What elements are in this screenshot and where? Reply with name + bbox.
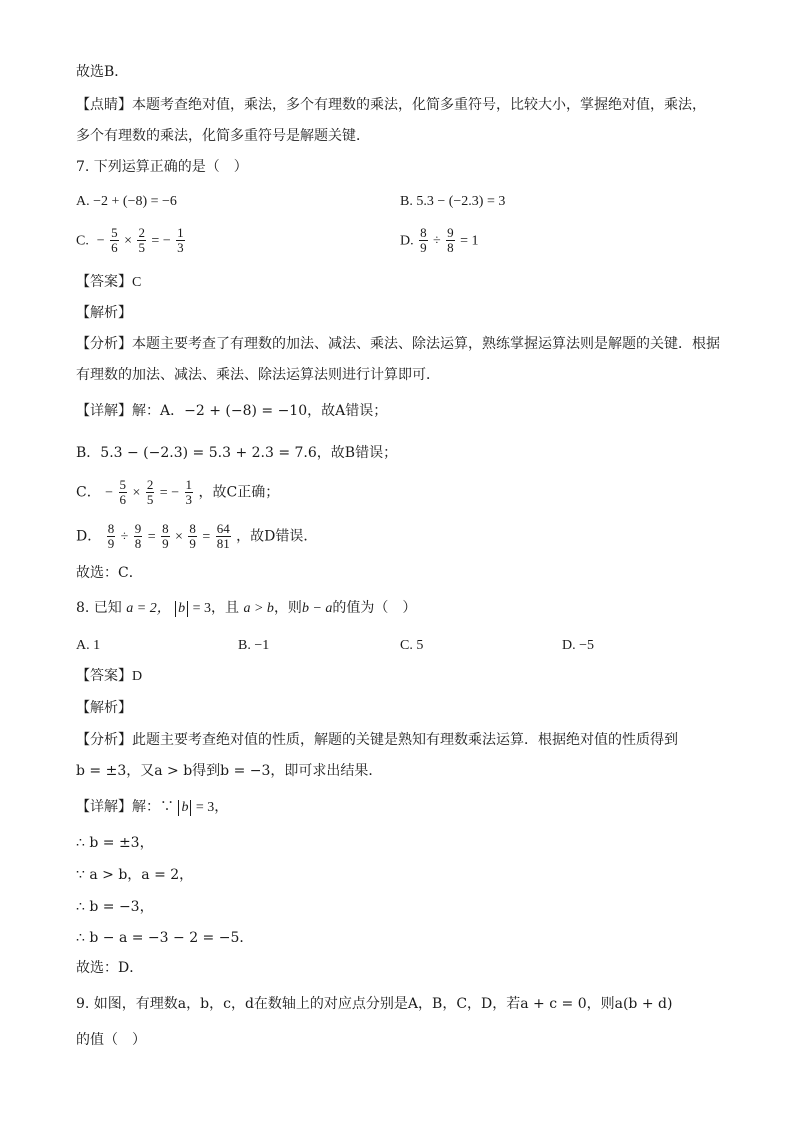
detail-tag: 【详解】 xyxy=(76,403,132,419)
prev-conclusion: 故选B． xyxy=(76,64,129,80)
q7-conclusion: 故选：C． xyxy=(76,565,143,581)
fenxi-tag: 【分析】 xyxy=(76,732,132,748)
q7-option-c: C. − $\frac{5}{6}$ × $\frac{2}{5}$ = − $\frac{1}{3}$ xyxy=(76,225,184,255)
q8-detail-3: ∵ a > b，a = 2， xyxy=(76,867,194,883)
answer-value: C xyxy=(132,275,142,290)
q7-option-d: D. $\frac{8}{9}$ ÷ $\frac{9}{8}$ = 1 xyxy=(400,225,479,255)
q7-option-d-label: D. xyxy=(400,233,414,249)
q7-option-a: A. −2 + (−8) = −6 xyxy=(76,194,177,209)
answer-tag: 【答案】 xyxy=(76,668,132,684)
q7-stem: 7. 下列运算正确的是（ ） xyxy=(76,159,248,175)
q7-detail-b: B．5.3 − (−2.3) = 5.3 + 2.3 = 7.6，故B错误； xyxy=(76,445,398,461)
q8-fenxi-line-2: b = ±3，又a > b得到b = −3，即可求出结果． xyxy=(76,763,383,779)
q8-answer xyxy=(76,666,142,687)
q8-conclusion: 故选：D． xyxy=(76,960,144,976)
q7-detail-c: C． − $\frac{5}{6}$ × $\frac{2}{5}$ = − $\frac{1}{3}$ ，故C正确； xyxy=(76,477,280,507)
absolute-value: b xyxy=(175,601,188,617)
q8-option-c: C. 5 xyxy=(400,638,424,653)
fraction: $\frac{1}{3}$ xyxy=(177,225,184,255)
q7-answer xyxy=(76,272,141,293)
comment-text-1: 本题考查绝对值，乘法，多个有理数的乘法，化简多重符号，比较大小，掌握绝对值，乘法， xyxy=(132,97,706,113)
q8-option-b: B. −1 xyxy=(238,638,270,653)
fraction: $\frac{2}{5}$ xyxy=(146,477,154,507)
q7-detail-d: D． $\frac{8}{9}$ ÷ $\frac{9}{8}$ = $\frac{8}{9}$ × $\frac{8}{9}$ = $\frac{64}{81}$ ，故D错误． xyxy=(76,521,318,551)
q7-analysis-tag: 【解析】 xyxy=(76,305,132,321)
q7-option-b: B. 5.3 − (−2.3) = 3 xyxy=(400,194,506,209)
q8-detail-2: ∴ b = ±3， xyxy=(76,835,154,851)
q9-stem-line-2: 的值（ ） xyxy=(76,1032,146,1048)
q8-stem: 8. 已知 a = 2， b = 3，且 a > b，则b − a的值为（ ） xyxy=(76,600,417,616)
q8-fenxi-line-1: 【分析】此题主要考查绝对值的性质，解题的关键是熟知有理数乘法运算．根据绝对值的性质得到 xyxy=(76,732,678,748)
q8-analysis-tag: 【解析】 xyxy=(76,700,132,716)
q8-detail-5: ∴ b − a = −3 − 2 = −5． xyxy=(76,930,254,946)
fraction: $\frac{2}{5}$ xyxy=(138,225,145,255)
prev-comment-line-1 xyxy=(76,95,706,115)
detail-tag: 【详解】 xyxy=(76,799,132,815)
fenxi-tag: 【分析】 xyxy=(76,336,132,352)
fraction: $\frac{8}{9}$ xyxy=(189,521,196,551)
q8-detail-1: 【详解】解：∵ b = 3， xyxy=(76,799,229,815)
fraction: $\frac{1}{3}$ xyxy=(185,477,193,507)
fraction: $\frac{5}{6}$ xyxy=(111,225,118,255)
q7-fenxi-line-1: 【分析】本题主要考查了有理数的加法、减法、乘法、除法运算，熟练掌握运算法则是解题的关键．根据 xyxy=(76,336,720,352)
fraction: $\frac{8}{9}$ xyxy=(420,225,427,255)
q8-option-d: D. −5 xyxy=(562,638,595,653)
answer-value: D xyxy=(132,669,143,684)
fraction: $\frac{64}{81}$ xyxy=(216,521,230,551)
prev-comment-line-2: 多个有理数的乘法，化简多重符号是解题关键． xyxy=(76,128,370,144)
q8-option-a: A. 1 xyxy=(76,638,101,653)
q9-stem-line-1: 9. 如图，有理数a，b，c，d在数轴上的对应点分别是A，B，C，D，若a + c = 0，则a(b + d) xyxy=(76,996,673,1012)
fraction: $\frac{9}{8}$ xyxy=(134,521,142,551)
q8-detail-4: ∴ b = −3， xyxy=(76,899,154,915)
comment-tag: 【点睛】 xyxy=(76,97,132,113)
q7-detail-a: 【详解】解：A．−2 + (−8) = −10，故A错误； xyxy=(76,403,388,419)
q7-option-c-label: C. xyxy=(76,233,89,249)
fraction: $\frac{9}{8}$ xyxy=(447,225,454,255)
absolute-value: b xyxy=(178,800,191,816)
fraction: $\frac{8}{9}$ xyxy=(162,521,169,551)
q7-fenxi-line-2: 有理数的加法、减法、乘法、除法运算法则进行计算即可． xyxy=(76,367,440,383)
fraction: $\frac{5}{6}$ xyxy=(119,477,127,507)
answer-tag: 【答案】 xyxy=(76,274,132,290)
fraction: $\frac{8}{9}$ xyxy=(107,521,115,551)
